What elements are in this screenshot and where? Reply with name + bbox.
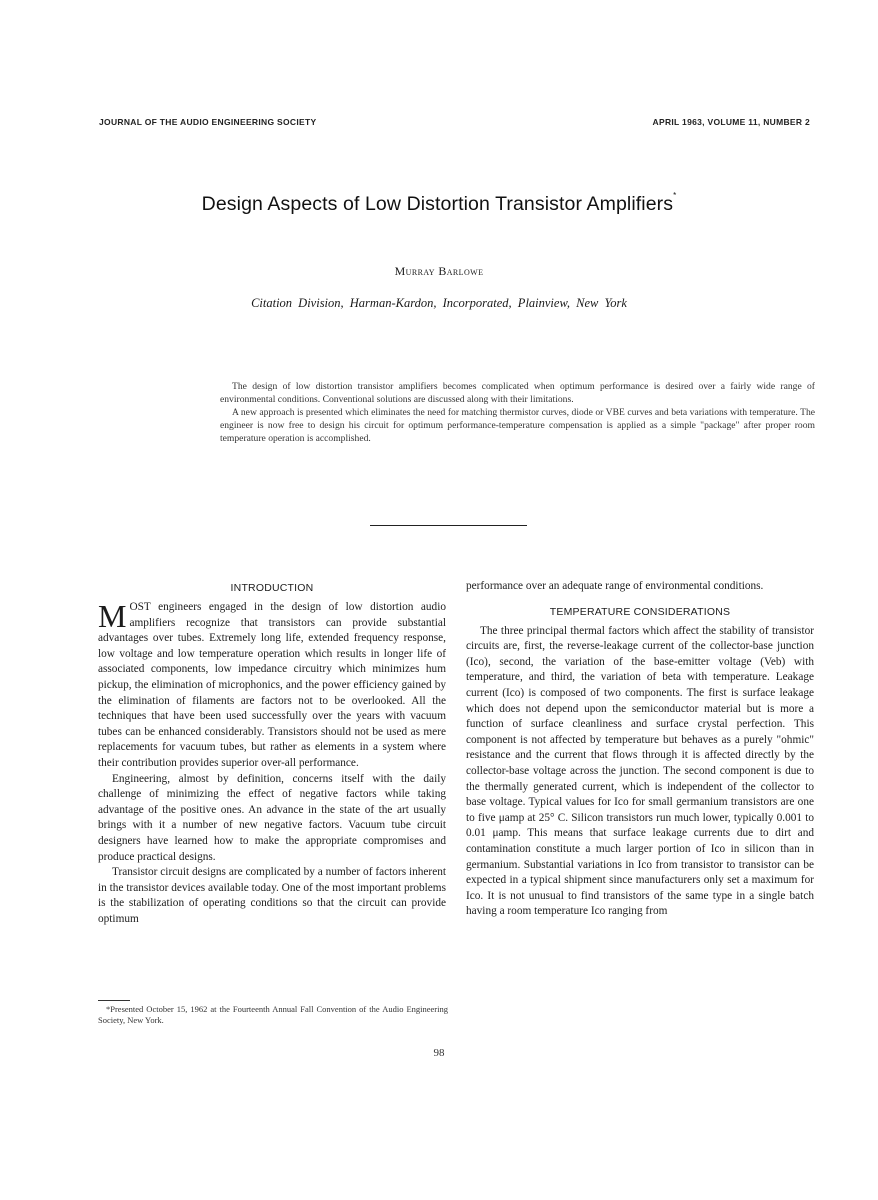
intro-paragraph-3-continued: performance over an adequate range of environmental conditions. <box>466 580 764 592</box>
intro-paragraph-1-text: OST engineers engaged in the design of low distortion audio amplifiers recognize that transistors can provide substantial advantages over tubes. Extremely long life, extended frequency response, low voltage and low temperature operation which results in longer life of associated components, low impedance circuitry which minimizes hum pickup, the elimination of microphonics, and the power efficiency gained by the elimination of filaments are factors not to be overlooked. All the techniques that have been used successfully over the years with vacuum tubes can be enhanced considerably. Transistors should not be used as mere replacements for vacuum tubes, but rather as elements in a system where their contribution provides superior over-all performance. <box>98 601 446 769</box>
abstract-paragraph-1: The design of low distortion transistor amplifiers becomes complicated when optimum performance is desired over a fairly wide range of environmental conditions. Conventional solutions are discussed along with their limitations. <box>220 381 815 405</box>
article-title <box>0 193 878 216</box>
temperature-paragraph-1: The three principal thermal factors which affect the stability of transistor circuits are, first, the reverse-leakage current of the collector-base junction (Ico), second, the variation of the base-emitter voltage (Veb) with temperature, and third, the variation of beta with temperature. Leakage current (Ico) is composed of two components. The first is surface leakage which does not depend upon the semiconductor material but is more a function of surface cleanliness and surface crystal perfection. This component is not affected by temperature but behaves as a purely "ohmic" resistance and the current that flows through it is affected directly by the collector-base voltage across the junction. The second component is due to the thermally generated current, which is independent of the collector to base voltage. Typical values for Ico for small germanium transistors are one to five μamp at 25° C. Silicon transistors run much lower, typically 0.001 to 0.01 μamp. This means that surface leakage currents due to dirt and contamination constitute a much larger portion of Ico in silicon than in germanium. Substantial variations in Ico from transistor to transistor can be expected in a typical shipment since manufacturers only set a maximum for Ico. It is not unusual to find transistors of the same type in a single batch having a room temperature Ico ranging from <box>466 624 814 918</box>
drop-cap: M <box>98 598 127 634</box>
abstract <box>220 380 815 445</box>
intro-paragraph-3: Transistor circuit designs are complicated by a number of factors inherent in the transistor devices available today. One of the most important problems is the stabilization of operating conditions so that the circuit can provide optimum <box>98 866 446 925</box>
author-name: Murray Barlowe <box>394 264 484 278</box>
journal-name: JOURNAL OF THE AUDIO ENGINEERING SOCIETY <box>99 117 317 127</box>
intro-paragraph-1 <box>98 600 446 772</box>
footnote-text: *Presented October 15, 1962 at the Fourteenth Annual Fall Convention of the Audio Engineering Society, New York. <box>98 1004 448 1025</box>
footnote-rule <box>98 1000 130 1001</box>
intro-paragraph-2: Engineering, almost by definition, concerns itself with the daily challenge of minimizing the effect of negative factors while taking advantage of the positive ones. An advance in the state of the art usually brings with it a number of new negative factors. Vacuum tube circuit designers have learned how to make the appropriate compromises and produce practical designs. <box>98 772 446 863</box>
footnote <box>98 1004 448 1026</box>
author-affiliation: Citation Division, Harman-Kardon, Incorporated, Plainview, New York <box>251 296 627 310</box>
section-divider <box>370 525 527 526</box>
right-column <box>466 579 814 920</box>
article-title-text: Design Aspects of Low Distortion Transistor Amplifiers <box>201 193 674 215</box>
left-column <box>98 579 446 927</box>
title-footnote-mark: * <box>673 191 677 200</box>
issue-info: APRIL 1963, VOLUME 11, NUMBER 2 <box>652 117 810 127</box>
page-number: 98 <box>433 1047 445 1059</box>
abstract-paragraph-2: A new approach is presented which eliminates the need for matching thermistor curves, diode or VBE curves and beta variations with temperature. The engineer is now free to design his circuit for optimum performance-temperature compensation is applied as a simple "package" after proper room temperature operation is accomplished. <box>220 407 815 444</box>
introduction-heading: INTRODUCTION <box>230 582 314 594</box>
temperature-heading: TEMPERATURE CONSIDERATIONS <box>549 605 731 618</box>
